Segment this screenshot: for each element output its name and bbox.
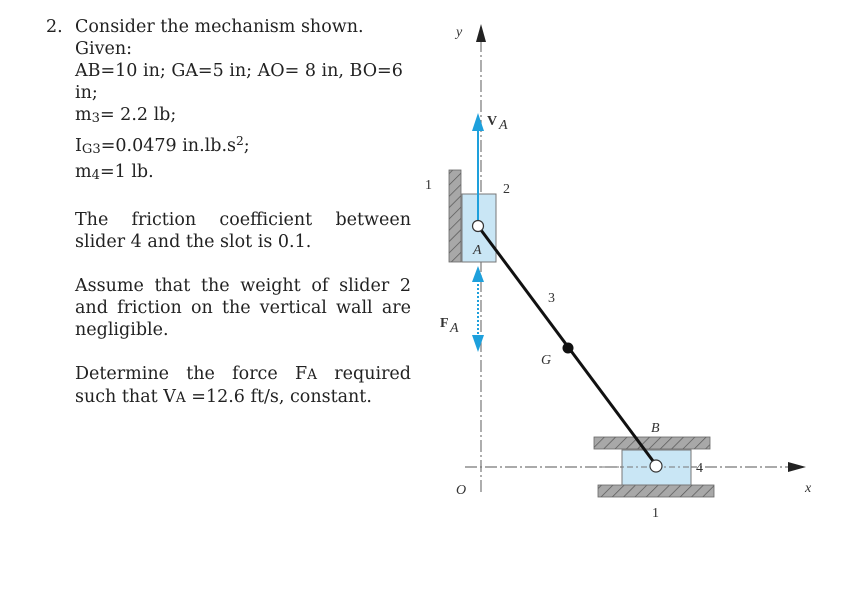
force-arrow: [440, 266, 484, 352]
x-axis-label: x: [805, 481, 812, 496]
assumption-statement: Assume that the weight of slider 2 and friction on the vertical wall are negligible.: [75, 276, 411, 341]
slider-2-label: 2: [503, 182, 510, 197]
pin-a: [473, 221, 484, 232]
y-axis-arrow-icon: [476, 24, 486, 42]
ground-label-bottom: 1: [652, 506, 659, 521]
ground-label-left: 1: [425, 178, 432, 193]
given-m3: m3= 2.2 lb;: [75, 105, 177, 126]
point-b-label: B: [651, 421, 660, 436]
slot-bottom-wall: [598, 485, 714, 497]
point-a-label: A: [473, 243, 482, 258]
friction-statement: The friction coefficient between slider 4 and the slot is 0.1.: [75, 210, 411, 253]
given-lengths: AB=10 in; GA=5 in; AO= 8 in, BO=6 in;: [75, 61, 403, 103]
center-of-mass-g: [563, 343, 574, 354]
given-intro: Consider the mechanism shown. Given:: [75, 17, 364, 59]
question-statement: Determine the force FA required such that VA =12.6 ft/s, constant.: [75, 364, 411, 408]
link-3-label: 3: [548, 291, 555, 306]
force-sub-label: A: [450, 321, 459, 336]
force-arrow-up-icon: [472, 266, 484, 282]
problem-number: 2.: [46, 17, 63, 37]
velocity-arrow-icon: [472, 113, 484, 131]
ground-wall-vertical: [449, 170, 461, 262]
given-m4: m4=1 lb.: [75, 162, 154, 184]
pin-b: [650, 460, 662, 472]
point-g-label: G: [541, 353, 552, 368]
force-label: F: [440, 316, 449, 331]
force-arrow-down-icon: [472, 335, 484, 352]
given-ig3: IG3=0.0479 $in.lb.s^2$;: [75, 133, 250, 158]
slider-4-label: 4: [696, 461, 703, 476]
slot-top-wall: [594, 437, 710, 449]
velocity-label: V: [487, 114, 498, 129]
x-axis-arrow-icon: [788, 462, 806, 472]
origin-label: O: [456, 483, 467, 498]
y-axis-label: y: [456, 25, 463, 40]
velocity-sub-label: A: [499, 118, 508, 133]
